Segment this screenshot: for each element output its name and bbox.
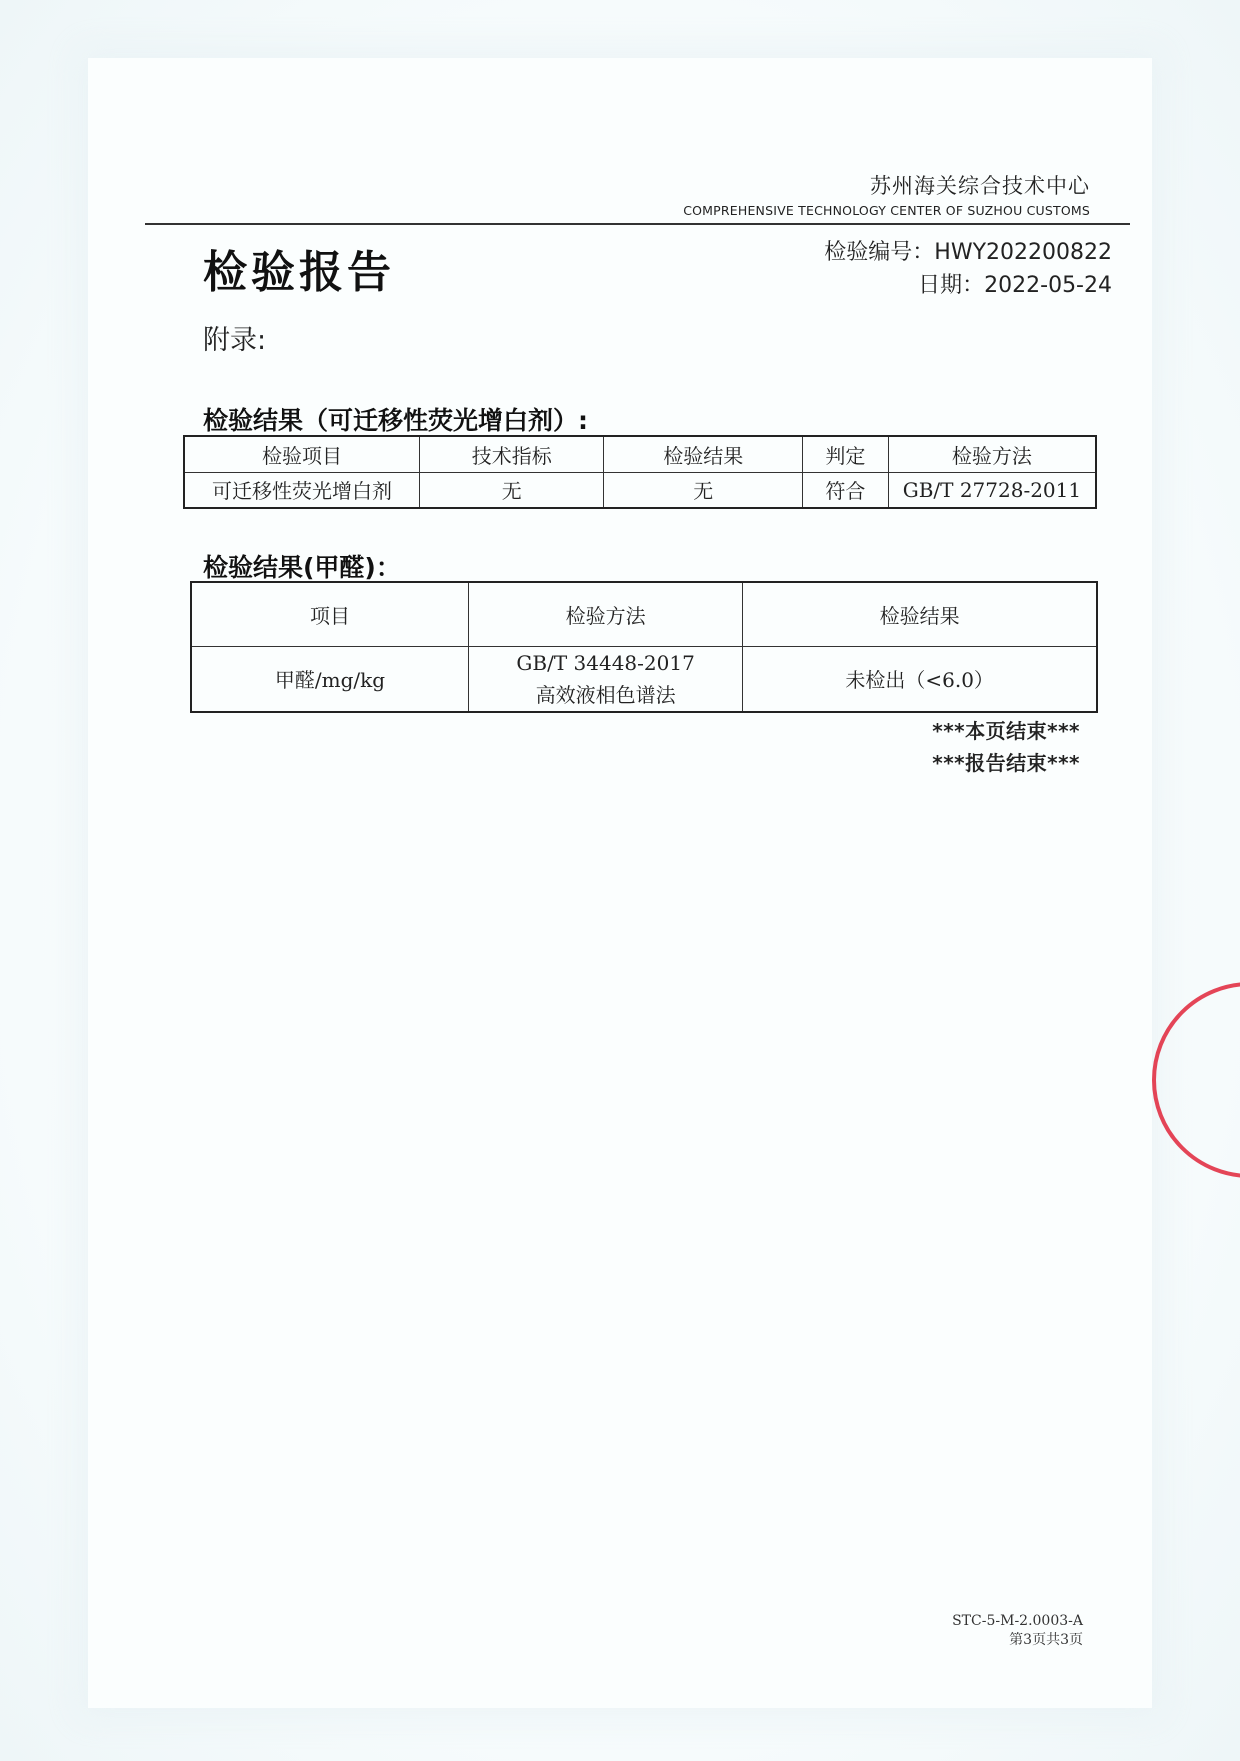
table-row xyxy=(184,472,1096,508)
page-end-note: ***本页结束*** xyxy=(932,719,1080,743)
header-cell: 项目 xyxy=(191,582,468,646)
report-title: 检验报告 xyxy=(203,247,395,298)
section1-title: 检验结果（可迁移性荧光增白剂）: xyxy=(203,406,588,435)
form-code: STC-5-M-2.0003-A xyxy=(952,1613,1083,1629)
header-cell: 检验结果 xyxy=(604,436,803,472)
header-divider xyxy=(145,223,1130,225)
table-header-row xyxy=(191,582,1097,646)
formaldehyde-results-table xyxy=(190,581,1098,713)
report-number: HWY202200822 xyxy=(934,240,1112,265)
org-name-en: COMPREHENSIVE TECHNOLOGY CENTER OF SUZHOU CUSTOMS xyxy=(683,203,1090,218)
page-footer xyxy=(952,1612,1083,1650)
report-date: 2022-05-24 xyxy=(984,273,1112,298)
header-cell: 检验结果 xyxy=(743,582,1097,646)
report-date-line xyxy=(824,269,1112,302)
table-cell: 无 xyxy=(419,472,604,508)
table-row xyxy=(191,646,1097,712)
header-cell: 检验项目 xyxy=(184,436,419,472)
header-cell: 技术指标 xyxy=(419,436,604,472)
report-number-label: 检验编号： xyxy=(824,240,935,265)
report-end-note: ***报告结束*** xyxy=(932,751,1080,775)
header-cell: 检验方法 xyxy=(468,582,742,646)
appendix-label: 附录: xyxy=(203,325,267,356)
brightener-results-table xyxy=(183,435,1097,509)
report-meta xyxy=(824,236,1112,302)
table-cell-result: 未检出（<6.0） xyxy=(743,646,1097,712)
table-cell-method xyxy=(468,646,742,712)
header-cell: 检验方法 xyxy=(888,436,1096,472)
official-seal xyxy=(1140,970,1240,1190)
table-cell: 符合 xyxy=(803,472,889,508)
method-name: 高效液相色谱法 xyxy=(535,682,676,707)
table-cell-item: 甲醛/mg/kg xyxy=(191,646,468,712)
scanned-sheet xyxy=(88,58,1152,1708)
page-number: 第3页共3页 xyxy=(1009,1632,1083,1648)
section2-title: 检验结果(甲醛)： xyxy=(203,553,401,582)
organization-header xyxy=(683,170,1090,218)
org-name-cn: 苏州海关综合技术中心 xyxy=(870,174,1090,198)
method-standard: GB/T 34448-2017 xyxy=(516,650,695,675)
header-cell: 判定 xyxy=(803,436,889,472)
table-cell: 无 xyxy=(604,472,803,508)
report-number-line xyxy=(824,236,1112,269)
table-cell: GB/T 27728-2011 xyxy=(888,472,1096,508)
table-cell: 可迁移性荧光增白剂 xyxy=(184,472,419,508)
report-date-label: 日期： xyxy=(918,273,985,298)
seal-ring xyxy=(1154,984,1240,1176)
table-header-row xyxy=(184,436,1096,472)
